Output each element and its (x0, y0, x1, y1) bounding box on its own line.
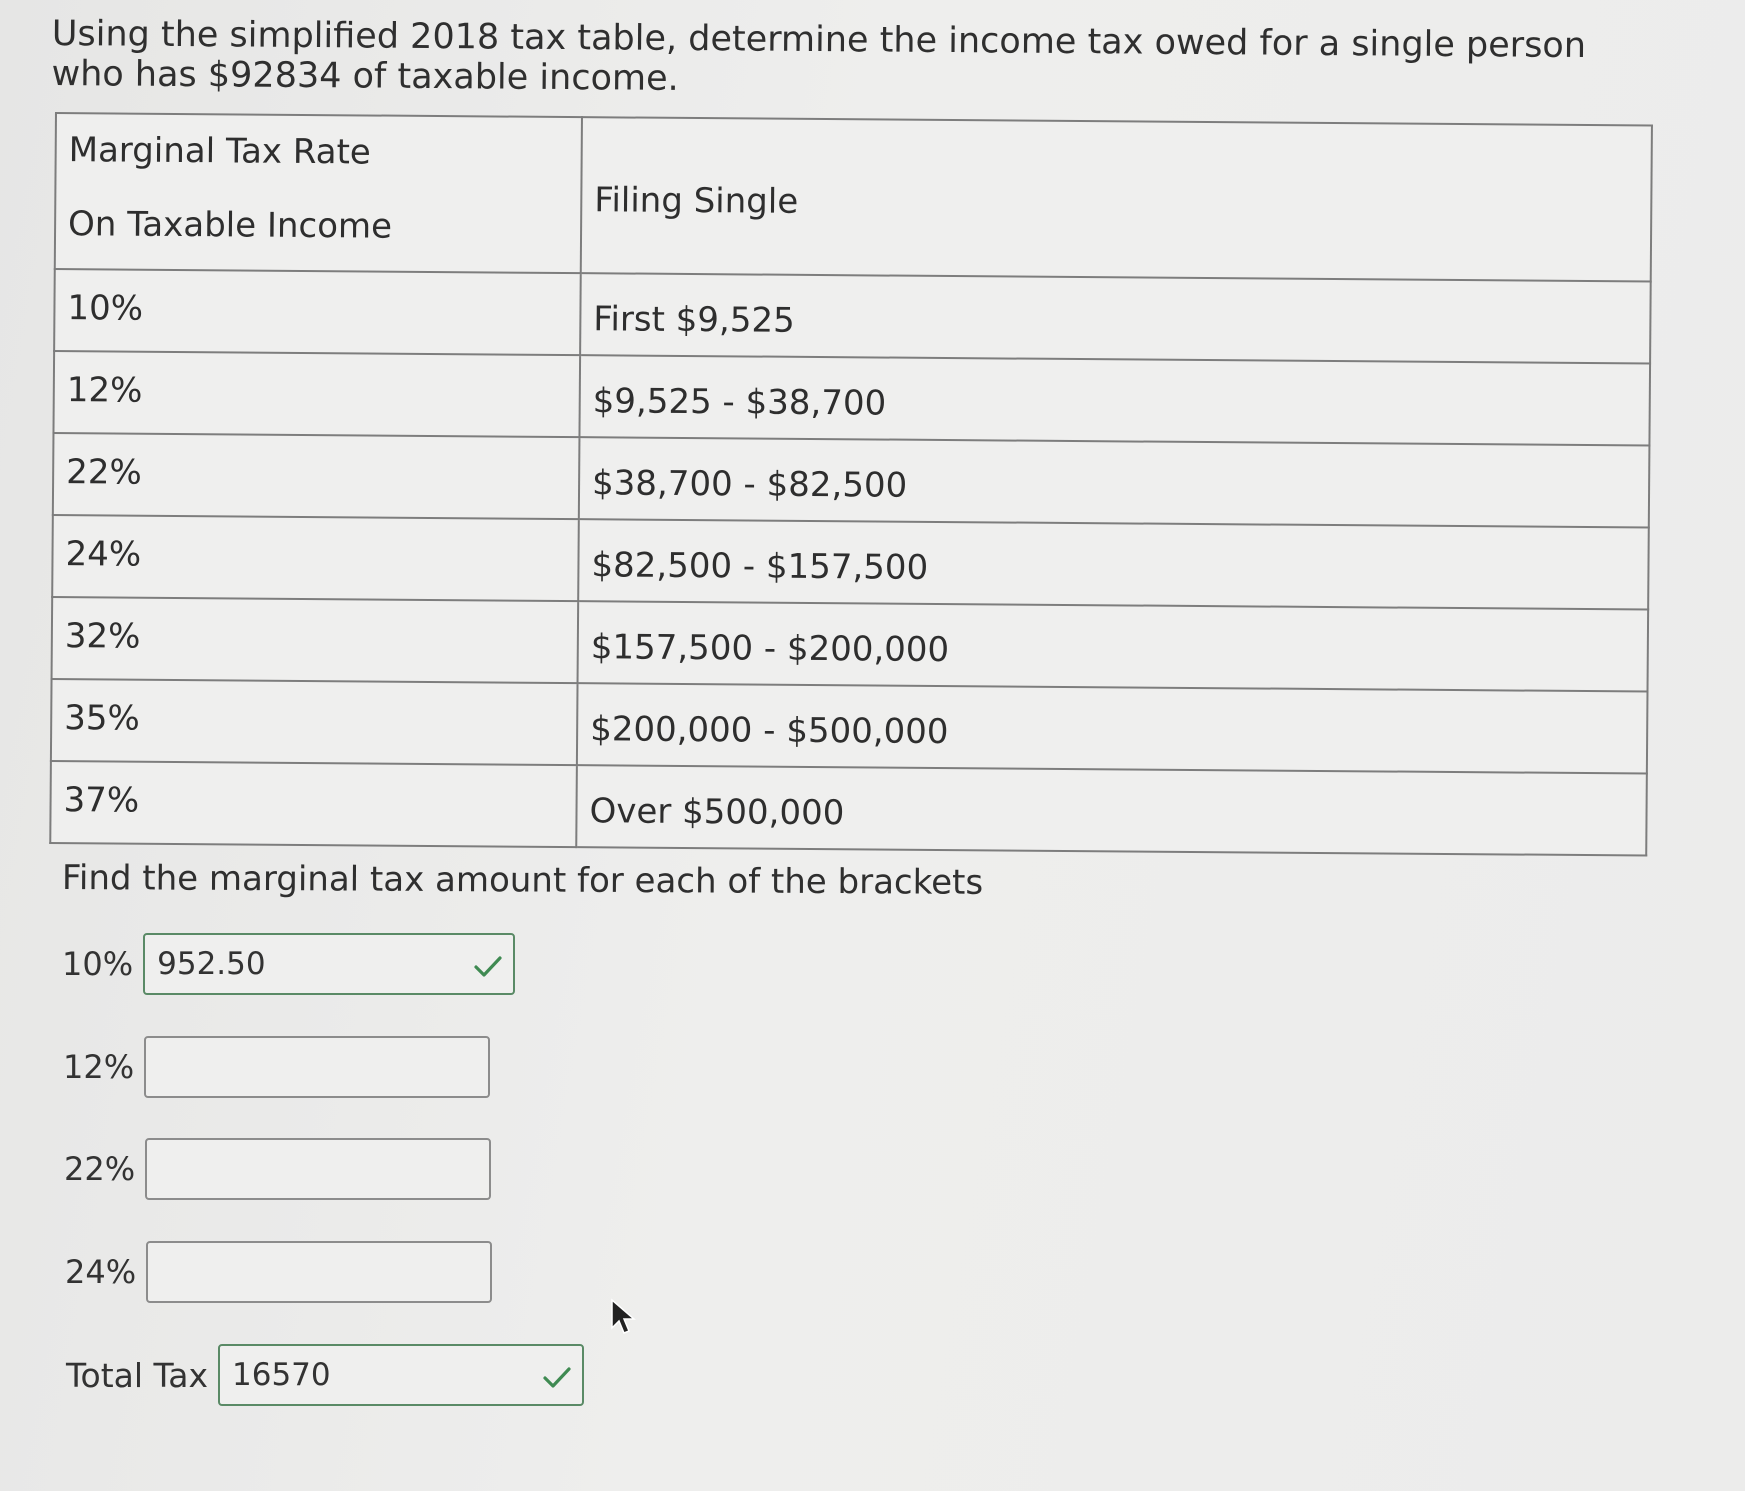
total-tax-label: Total Tax (66, 1355, 209, 1395)
check-icon (540, 1360, 574, 1394)
range-cell: $157,500 - $200,000 (578, 601, 1649, 691)
range-cell: $9,525 - $38,700 (579, 355, 1650, 445)
table-row (53, 351, 1650, 446)
table-row (52, 597, 1649, 692)
total-tax-row (66, 1344, 584, 1406)
rate-cell: 12% (53, 351, 580, 437)
range-cell: $200,000 - $500,000 (577, 683, 1648, 773)
table-row (52, 515, 1649, 610)
answer-label-12: 12% (63, 1048, 135, 1086)
check-icon (471, 949, 505, 983)
answer-label-24: 24% (65, 1253, 137, 1291)
header-rate-line2: On Taxable Income (67, 204, 393, 247)
rate-cell: 10% (54, 269, 581, 355)
rate-cell: 24% (52, 515, 579, 601)
brackets-prompt: Find the marginal tax amount for each of the brackets (61, 858, 984, 903)
range-cell: $38,700 - $82,500 (579, 437, 1650, 527)
answer-input-22[interactable] (145, 1138, 491, 1200)
header-rate-line1: Marginal Tax Rate (68, 130, 371, 173)
answer-row-10 (62, 933, 515, 995)
total-tax-input[interactable] (218, 1344, 584, 1406)
table-row (50, 761, 1647, 856)
answer-input-10[interactable] (143, 933, 515, 995)
answer-row-22 (64, 1138, 491, 1200)
answer-value-10: 952.50 (157, 946, 266, 982)
rate-cell: 35% (51, 679, 578, 765)
table-row (51, 679, 1648, 774)
question-text: Using the simplified 2018 tax table, determine the income tax owed for a single person who has $92834 of taxable income. (51, 14, 1587, 99)
rate-cell: 22% (53, 433, 580, 519)
range-cell: First $9,525 (580, 273, 1651, 363)
total-tax-value: 16570 (232, 1357, 331, 1393)
tax-table (49, 112, 1653, 857)
header-rate-cell (55, 113, 582, 273)
table-row (53, 433, 1650, 528)
rate-cell: 37% (50, 761, 577, 847)
mouse-pointer-icon (610, 1298, 636, 1336)
answer-label-10: 10% (62, 945, 134, 983)
answer-label-22: 22% (64, 1150, 136, 1188)
answer-input-12[interactable] (144, 1036, 490, 1098)
header-filing-cell: Filing Single (581, 117, 1652, 281)
table-row (54, 269, 1651, 364)
rate-cell: 32% (52, 597, 579, 683)
answer-row-24 (65, 1241, 492, 1303)
range-cell: $82,500 - $157,500 (578, 519, 1649, 609)
range-cell: Over $500,000 (576, 765, 1647, 855)
table-header-row (55, 113, 1652, 282)
answer-row-12 (63, 1036, 490, 1098)
answer-input-24[interactable] (146, 1241, 492, 1303)
tax-table-container (49, 112, 1653, 857)
